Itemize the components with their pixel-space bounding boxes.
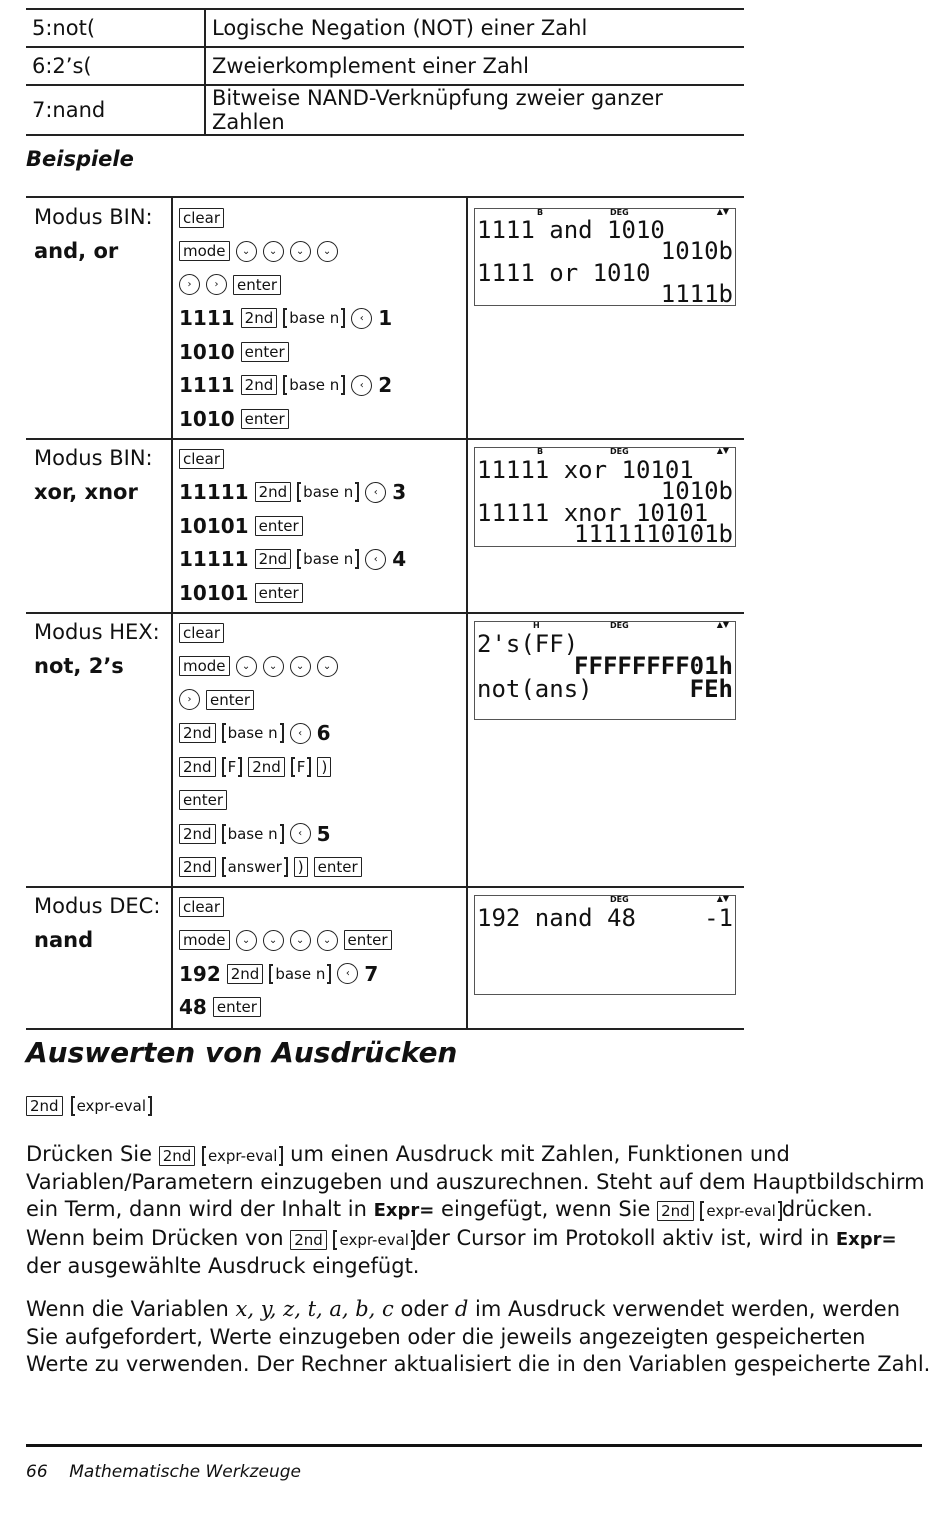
number-entry: 10101 [179,580,249,605]
menu-number: 1 [378,306,393,331]
enter-key: enter [179,790,227,810]
deg-indicator: DEG [610,447,629,456]
mode-label: Modus BIN: [34,205,153,229]
close-paren-key: ) [294,857,308,877]
key-combo [26,1096,152,1116]
screen-entry: 1111 and 1010 [477,216,665,244]
right-arrow-icon: › [206,274,227,295]
variable: d [454,1297,469,1321]
row-divider [26,438,744,440]
screen-entry: 192 nand 48 [477,904,636,932]
close-paren-key: ) [317,757,331,777]
screen-entry: 2's(FF) [477,630,579,658]
left-arrow-icon: ‹ [351,308,372,329]
chapter-title: Mathematische Werkzeuge [69,1462,301,1482]
down-arrow-icon: ⌄ [290,930,311,951]
menu-number: 5 [316,821,331,846]
base-n-key: base n [283,375,345,395]
answer-key: answer [222,857,288,877]
base-n-key: base n [269,964,331,984]
clear-key: clear [179,449,224,469]
left-arrow-icon: ‹ [290,823,311,844]
clear-key: clear [179,208,224,228]
example-mode [34,441,153,509]
expr-label: Expr= [373,1200,435,1221]
enter-key: enter [255,583,303,603]
function-table [26,8,744,136]
calculator-screen [474,208,736,306]
expr-eval-key: expr-eval [333,1230,414,1250]
down-arrow-icon: ⌄ [290,241,311,262]
second-key: 2nd [159,1146,196,1166]
menu-item-description: Zweierkomplement einer Zahl [205,47,744,85]
expr-eval-key: expr-eval [71,1096,152,1116]
text: um einen Ausdruck mit Zahlen, Funktionen und Variablen/Parametern einzugeben und auszurechnen. Steht auf dem Hauptbildschirm ein Term, dann wird der Inhalt in [26,1142,925,1221]
row-divider [26,886,744,888]
text: eingefügt, wenn Sie [441,1197,651,1221]
base-n-key: base n [297,549,359,569]
menu-number: 4 [392,547,407,572]
second-key: 2nd [255,549,292,569]
down-arrow-icon: ⌄ [263,930,284,951]
number-entry: 1010 [179,406,235,431]
calculator-screen [474,621,736,720]
right-arrow-icon: › [179,689,200,710]
down-arrow-icon: ⌄ [263,241,284,262]
f-key: F [291,757,312,777]
number-entry: 1111 [179,373,235,398]
row-divider [26,612,744,614]
base-n-key: base n [222,824,284,844]
screen-result: FEh [689,675,733,703]
mode-indicator: H [533,621,540,630]
left-arrow-icon: ‹ [351,375,372,396]
number-entry: 192 [179,961,221,986]
deg-indicator: DEG [610,895,629,904]
down-arrow-icon: ⌄ [317,930,338,951]
mode-key: mode [179,930,230,950]
left-arrow-icon: ‹ [290,723,311,744]
expr-eval-key: expr-eval [202,1146,283,1166]
base-n-key: base n [222,723,284,743]
examples-table [26,196,744,1030]
section-title: Auswerten von Ausdrücken [26,1036,458,1069]
menu-item-key: 5:not( [26,9,205,47]
enter-key: enter [233,275,281,295]
text: der Cursor im Protokoll aktiv ist, wird in [414,1225,830,1250]
scroll-indicator-icon: ▲▼ [716,620,729,629]
menu-item-key: 7:nand [26,85,205,135]
mode-indicator: B [537,447,544,456]
second-key: 2nd [179,824,216,844]
screen-entry: 11111 xor 10101 [477,456,694,484]
down-arrow-icon: ⌄ [236,241,257,262]
keystroke-sequence [179,201,392,436]
number-entry: 1010 [179,339,235,364]
menu-number: 2 [378,373,393,398]
page-footer [26,1462,301,1482]
operations-label: nand [34,928,94,952]
enter-key: enter [206,690,254,710]
screen-entry: not(ans) [477,675,593,703]
scroll-indicator-icon: ▲▼ [716,894,729,903]
example-mode [34,615,160,683]
text: oder [400,1297,449,1321]
down-arrow-icon: ⌄ [317,241,338,262]
variable-list: x, y, z, t, a, b, c [235,1297,394,1321]
scroll-indicator-icon: ▲▼ [716,207,729,216]
expr-label: Expr= [835,1228,897,1250]
keystroke-sequence [179,442,406,610]
screen-result: 1010b [660,477,733,505]
screen-result: 1111b [660,280,733,308]
second-key: 2nd [179,757,216,777]
deg-indicator: DEG [610,208,629,217]
enter-key: enter [255,516,303,536]
paragraph [26,1296,931,1379]
menu-number: 6 [316,721,331,746]
footer-rule [26,1444,922,1447]
calculator-screen [474,895,736,995]
number-entry: 1111 [179,306,235,331]
number-entry: 11111 [179,547,249,572]
second-key: 2nd [248,757,285,777]
second-key: 2nd [179,723,216,743]
text: Drücken Sie [26,1142,153,1166]
down-arrow-icon: ⌄ [317,656,338,677]
left-arrow-icon: ‹ [337,963,358,984]
keystroke-sequence [179,890,392,1024]
number-entry: 10101 [179,513,249,538]
base-n-key: base n [283,308,345,328]
f-key: F [222,757,243,777]
mode-label: Modus HEX: [34,620,160,644]
right-arrow-icon: › [179,274,200,295]
mode-label: Modus BIN: [34,446,153,470]
down-arrow-icon: ⌄ [290,656,311,677]
menu-number: 3 [392,480,407,505]
second-key: 2nd [179,857,216,877]
table-row [26,85,744,135]
enter-key: enter [213,997,261,1017]
second-key: 2nd [290,1230,327,1250]
second-key: 2nd [26,1096,63,1116]
scroll-indicator-icon: ▲▼ [716,446,729,455]
enter-key: enter [344,930,392,950]
second-key: 2nd [255,482,292,502]
text: der ausgewählte Ausdruck eingefügt. [26,1254,420,1278]
mode-label: Modus DEC: [34,894,161,918]
paragraph [26,1141,931,1281]
clear-key: clear [179,897,224,917]
enter-key: enter [241,342,289,362]
operations-label: xor, xnor [34,480,138,504]
keystroke-sequence [179,616,362,884]
deg-indicator: DEG [610,621,629,630]
operations-label: and, or [34,239,119,263]
mode-key: mode [179,656,230,676]
down-arrow-icon: ⌄ [236,930,257,951]
left-arrow-icon: ‹ [365,549,386,570]
second-key: 2nd [241,308,278,328]
mode-indicator: B [537,208,544,217]
text: im Ausdruck verwendet werden, werden Sie aufgefordert, Werte einzugeben oder die jeweils angezeigten gespeicherten Werte zu verwenden. Der Rechner aktualisiert die in den Variablen gespeicherte Zahl. [26,1297,931,1376]
second-key: 2nd [227,964,264,984]
menu-number: 7 [364,961,379,986]
number-entry: 48 [179,995,207,1020]
screen-result: -1 [704,904,733,932]
second-key: 2nd [657,1201,694,1221]
enter-key: enter [241,409,289,429]
screen-result: 1010b [660,237,733,265]
menu-item-description: Bitweise NAND-Verknüpfung zweier ganzer Zahlen [205,85,744,135]
example-mode [34,889,160,957]
screen-entry: 11111 xnor 10101 [477,499,709,527]
mode-key: mode [179,241,230,261]
clear-key: clear [179,623,224,643]
menu-item-description: Logische Negation (NOT) einer Zahl [205,9,744,47]
down-arrow-icon: ⌄ [236,656,257,677]
example-mode [34,200,153,268]
calculator-screen [474,447,736,547]
screen-result: FFFFFFFF01h [574,652,733,680]
screen-entry: 1111 or 1010 [477,259,651,287]
number-entry: 11111 [179,480,249,505]
enter-key: enter [314,857,362,877]
menu-item-key: 6:2’s( [26,47,205,85]
left-arrow-icon: ‹ [365,482,386,503]
down-arrow-icon: ⌄ [263,656,284,677]
base-n-key: base n [297,482,359,502]
text: drücken. Wenn beim Drücken von [26,1197,873,1250]
operations-label: not, 2’s [34,654,124,678]
text: Wenn die Variablen [26,1297,229,1321]
table-row [26,9,744,47]
page-number: 66 [26,1462,48,1482]
table-row [26,47,744,85]
examples-heading: Beispiele [26,147,134,171]
screen-result: 1111110101b [574,520,733,548]
expr-eval-key: expr-eval [700,1201,781,1221]
second-key: 2nd [241,375,278,395]
